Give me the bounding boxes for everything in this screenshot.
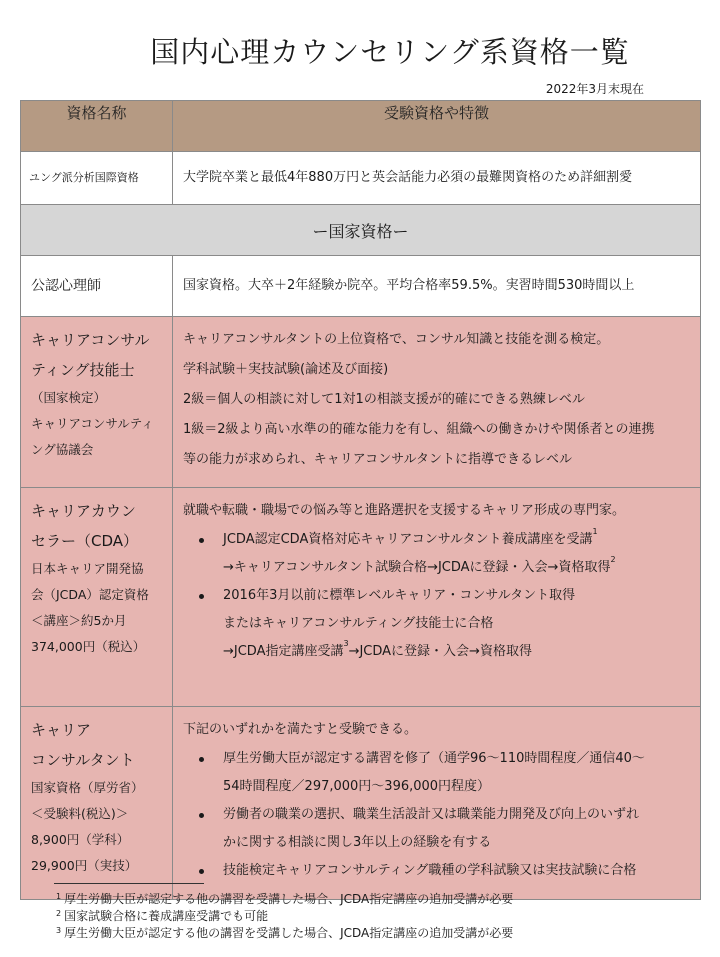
list-item — [197, 745, 690, 801]
header-desc: 受験資格や特徴 — [173, 101, 701, 152]
cda-b1-line1: JCDA認定CDA資格対応キャリアコンサルタント養成講座を受講$^1$ — [223, 527, 598, 547]
footnote-1: $^1$ 厚生労働大臣が認定する他の講習を受講した場合、JCDA指定講座の追加受講が必要 — [56, 892, 514, 906]
career-consultant-name-2: コンサルタント — [31, 751, 135, 769]
career-consulting-sub-3: ング協議会 — [31, 442, 94, 457]
career-consulting-name-cell — [21, 317, 173, 488]
cda-b2-line3: →JCDA指定講座受講$^3$→JCDAに登録・入会→資格取得 — [223, 639, 532, 659]
psych-name: 公認心理師 — [21, 256, 173, 317]
table-row-career-consultant — [21, 707, 701, 900]
career-consulting-name-1: キャリアコンサル — [31, 331, 150, 349]
career-consultant-sub-1: 国家資格（厚労省） — [31, 780, 144, 795]
cda-bullet-list — [183, 526, 690, 666]
bullet-icon — [199, 869, 204, 874]
list-item — [197, 582, 690, 666]
table-row-jung — [21, 152, 701, 205]
career-consulting-desc-cell — [173, 317, 701, 488]
cda-b2-line2: またはキャリアコンサルティング技能士に合格 — [223, 616, 494, 631]
cda-desc-cell — [173, 488, 701, 707]
bullet-icon — [199, 538, 204, 543]
section-row-national — [21, 205, 701, 256]
career-consultant-sub-3: 8,900円（学科） — [31, 832, 130, 847]
career-consultant-intro: 下記のいずれかを満たすと受験できる。 — [183, 722, 418, 737]
cda-sub-3: ＜講座＞約5か月 — [31, 613, 127, 628]
cda-sub-4: 374,000円（税込） — [31, 639, 146, 654]
cda-sub-2: 会（JCDA）認定資格 — [31, 587, 149, 602]
footnote-ref-2: 2 — [610, 555, 616, 564]
qualification-table — [20, 100, 701, 900]
cc-b1-line1: 厚生労働大臣が認定する講習を修了（通学96～110時間程度／通信40～ — [223, 751, 645, 766]
career-consulting-desc-3: 2級＝個人の相談に対して1対1の相談支援が的確にできる熟練レベル — [183, 392, 585, 407]
bullet-icon — [199, 813, 204, 818]
career-consulting-desc-1: キャリアコンサルタントの上位資格で、コンサル知識と技能を測る検定。 — [183, 332, 610, 347]
bullet-icon — [199, 594, 204, 599]
cda-name-2: セラー（CDA） — [31, 532, 139, 550]
career-consulting-desc-4: 1級＝2級より高い水準の的確な能力を有し、組織への働きかけや関係者との連携 — [183, 422, 655, 437]
table-row-psych — [21, 256, 701, 317]
footnotes — [56, 891, 513, 942]
footnote-3: $^3$ 厚生労働大臣が認定する他の講習を受講した場合、JCDA指定講座の追加受講が必要 — [56, 926, 514, 940]
cda-b2-line1: 2016年3月以前に標準レベルキャリア・コンサルタント取得 — [223, 588, 576, 603]
career-consultant-sub-4: 29,900円（実技） — [31, 858, 138, 873]
list-item — [197, 857, 690, 885]
bullet-icon — [199, 757, 204, 762]
career-consulting-sub-2: キャリアコンサルティ — [31, 416, 154, 431]
date-note: 2022年3月末現在 — [545, 82, 644, 96]
cc-b2-line1: 労働者の職業の選択、職業生活設計又は職業能力開発及び向上のいずれ — [223, 807, 640, 822]
career-consultant-name-cell — [21, 707, 173, 900]
cda-intro: 就職や転職・職場での悩み等と進路選択を支援するキャリア形成の専門家。 — [183, 503, 626, 518]
footnote-2: $^2$ 国家試験合格に養成講座受講でも可能 — [56, 909, 269, 923]
section-label: ー国家資格ー — [21, 205, 701, 256]
cda-b1-line2: →キャリアコンサルタント試験合格→JCDAに登録・入会→資格取得$^2$ — [223, 555, 616, 575]
page-title: 国内心理カウンセリング系資格一覧 — [150, 35, 630, 69]
career-consulting-desc-5: 等の能力が求められ、キャリアコンサルタントに指導できるレベル — [183, 452, 572, 467]
jung-desc: 大学院卒業と最低4年880万円と英会話能力必須の最難関資格のため詳細割愛 — [173, 152, 701, 205]
list-item — [197, 801, 690, 857]
cc-b2-line2: かに関する相談に関し3年以上の経験を有する — [223, 835, 492, 850]
career-consultant-desc-cell — [173, 707, 701, 900]
cda-sub-1: 日本キャリア開発協 — [31, 561, 144, 576]
cda-name-1: キャリアカウン — [31, 502, 136, 520]
cc-b1-line2: 54時間程度／297,000円～396,000円程度） — [223, 779, 491, 794]
career-consultant-sub-2: ＜受験料(税込)＞ — [31, 806, 129, 821]
jung-name: ユング派分析国際資格 — [21, 152, 173, 205]
header-name: 資格名称 — [21, 101, 173, 152]
psych-desc: 国家資格。大卒＋2年経験か院卒。平均合格率59.5%。実習時間530時間以上 — [173, 256, 701, 317]
table-row-career-consulting — [21, 317, 701, 488]
career-consulting-name-2: ティング技能士 — [31, 361, 135, 379]
table-row-cda — [21, 488, 701, 707]
career-consultant-name-1: キャリア — [31, 721, 92, 739]
footnote-divider — [54, 883, 204, 884]
list-item — [197, 526, 690, 582]
career-consulting-desc-2: 学科試験＋実技試験(論述及び面接) — [183, 362, 389, 377]
career-consulting-sub-1: （国家検定） — [31, 390, 107, 405]
footnote-ref-1: 1 — [592, 527, 598, 536]
cc-b3-line1: 技能検定キャリアコンサルティング職種の学科試験又は実技試験に合格 — [223, 863, 637, 878]
career-consultant-bullet-list — [183, 745, 690, 885]
table-header-row — [21, 101, 701, 152]
cda-name-cell — [21, 488, 173, 707]
footnote-ref-3: 3 — [343, 639, 349, 648]
